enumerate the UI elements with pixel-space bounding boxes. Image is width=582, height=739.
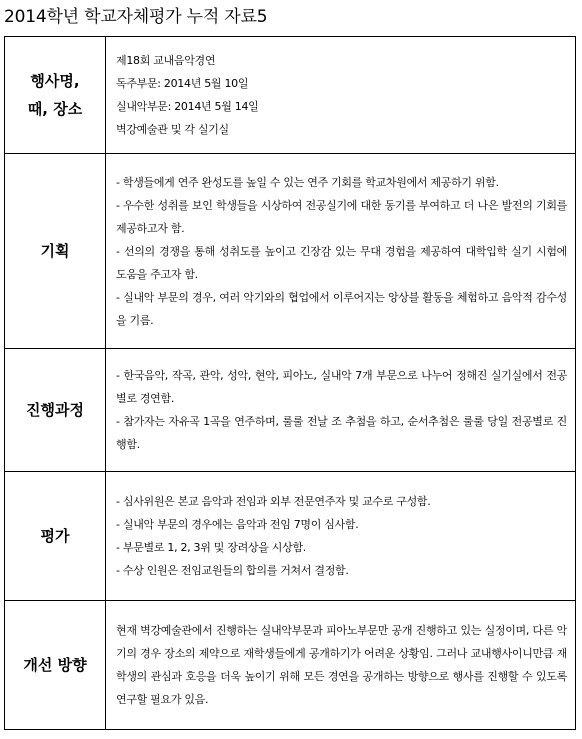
table-row-process	[5, 349, 576, 472]
table-row-event	[5, 37, 576, 154]
evaluation-item: - 실내악 부문의 경우에는 음악과 전임 7명이 심사함.	[116, 518, 359, 531]
plan-item: - 실내악 부문의 경우, 여러 악기와의 협업에서 이루어지는 앙상블 활동을 체험하고 음악적 감수성을 기름.	[116, 290, 567, 327]
row-heading-event	[5, 37, 106, 154]
row-heading-evaluation: 평가	[5, 472, 106, 601]
plan-item: - 선의의 경쟁을 통해 성취도를 높이고 긴장감 있는 무대 경험을 제공하여 대학입학 실기 시험에 도움을 주고자 함.	[116, 244, 567, 281]
row-content-process	[106, 349, 576, 472]
evaluation-table	[4, 36, 576, 730]
table-row-evaluation	[5, 472, 576, 601]
evaluation-item: - 부문별로 1, 2, 3위 및 장려상을 시상함.	[116, 541, 306, 554]
row-content-event	[106, 37, 576, 154]
event-solo-date: 독주부문: 2014년 5월 10일	[116, 77, 249, 90]
process-item: - 참가자는 자유곡 1곡을 연주하며, 룰룰 전날 조 추첨을 하고, 순서추첨은 룰룰 당일 전공별로 진행함.	[116, 415, 567, 451]
plan-item: - 우수한 성취를 보인 학생들을 시상하여 전공실기에 대한 동기를 부여하고 더 나은 발전의 기회를 제공하고자 함.	[116, 198, 567, 235]
process-item: - 한국음악, 작곡, 관악, 성악, 현악, 피아노, 실내악 7개 부문으로 나누어 정해진 실기실에서 전공별로 경연함.	[116, 369, 567, 405]
row-content-plan	[106, 154, 576, 349]
row-content-evaluation	[106, 472, 576, 601]
event-name: 제18회 교내음악경연	[116, 54, 216, 67]
page-title: 2014학년 학교자체평가 누적 자료5	[4, 7, 268, 27]
table-row-improvement	[5, 601, 576, 730]
row-heading-process: 진행과정	[5, 349, 106, 472]
event-venue: 벽강예술관 및 각 실기실	[116, 123, 229, 136]
evaluation-item: - 수상 인원은 전임교원들의 합의를 거쳐서 결정함.	[116, 564, 349, 577]
row-heading-plan: 기획	[5, 154, 106, 349]
heading-line: 때, 장소	[27, 100, 83, 118]
evaluation-item: - 심사위원은 본교 음악과 전임과 외부 전문연주자 및 교수로 구성함.	[116, 495, 431, 508]
event-chamber-date: 실내악부문: 2014년 5월 14일	[116, 100, 259, 113]
table-row-plan	[5, 154, 576, 349]
heading-line: 행사명,	[30, 72, 80, 90]
improvement-text: 현재 벽강예술관에서 진행하는 실내악부문과 피아노부문만 공개 진행하고 있는 실정이며, 다른 악기의 경우 장소의 제약으로 재학생들에게 공개하기가 어려운 상황임. 그러나 교내행사이니만큼 재학생의 관심과 호응을 더욱 높이기 위해 모든 경연을 공개하는 방향으로 행사를 진행할 수 있도록 연구할 필요가 있음.	[116, 624, 567, 706]
plan-item: - 학생들에게 연주 완성도를 높일 수 있는 연주 기회를 학교차원에서 제공하기 위함.	[116, 175, 499, 189]
row-heading-improvement: 개선 방향	[5, 601, 106, 730]
row-content-improvement	[106, 601, 576, 730]
